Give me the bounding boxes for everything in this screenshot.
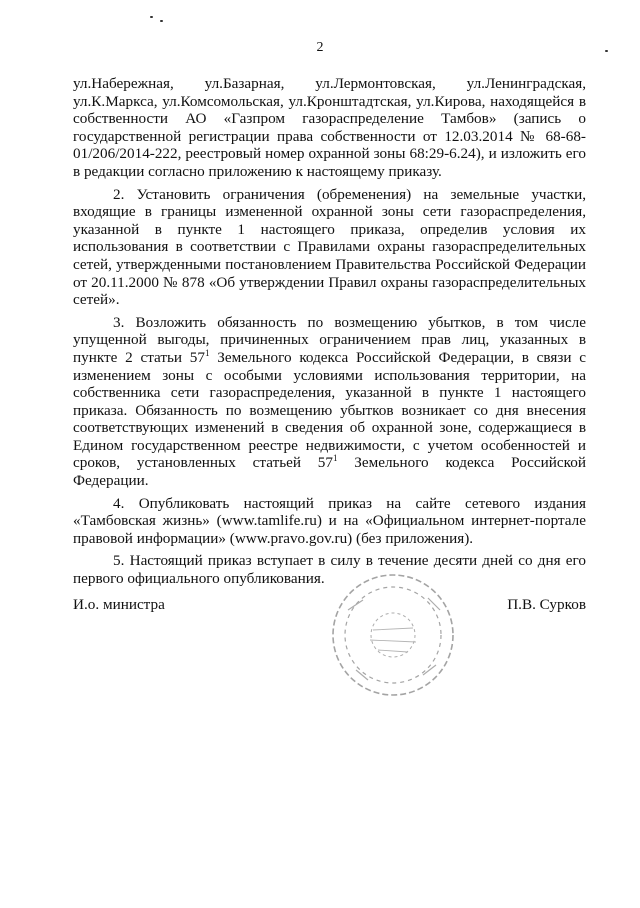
document-body: [73, 75, 586, 593]
paragraph-item-4: 4. Опубликовать настоящий приказ на сайте сетевого издания «Тамбовская жизнь» (www.tamlife.ru) и на «Официальном интернет-портале правовой информации» (www.pravo.gov.ru) (без приложения).: [73, 494, 586, 547]
paragraph-continuation: ул.Набережная, ул.Базарная, ул.Лермонтовская, ул.Ленинградская, ул.К.Маркса, ул.Комсомольская, ул.Кронштадтская, ул.Кирова, находящейся в собственности АО «Газпром газораспределение Тамбов» (запись о государственной регистрации права собственности от 12.03.2014 № 68-68-01/206/2014-222, реестровый номер охранной зоны 68:29-6.24), и изложить его в редакции согласно приложению к настоящему приказу.: [73, 75, 586, 180]
signatory-name: П.В. Сурков: [507, 596, 586, 613]
official-seal-stamp: [328, 570, 458, 700]
scan-speck: [150, 16, 153, 18]
paragraph-item-3-part-b: Земельного кодекса Российской Федерации, в связи с изменением зоны с особыми условиями использования территории, на собственника сети газораспределения, указанной в пункте 1 настоящего приказа. Обязанность по возмещению убытков возникает со дня внесения соответствующих изменений в сведения об охранной зоне, содержащиеся в Едином государственном реестре недвижимости, с учетом особенностей и сроков, установленных статьей 57: [73, 348, 586, 472]
paragraph-item-3-part-c: Земельного кодекса Российской Федерации.: [73, 454, 586, 490]
signatory-position: И.о. министра: [73, 596, 165, 613]
superscript: 1: [204, 347, 210, 358]
scan-speck: [160, 20, 163, 22]
paragraph-item-5: 5. Настоящий приказ вступает в силу в течение десяти дней со дня его первого официального опубликования.: [73, 552, 586, 588]
paragraph-item-3: [73, 314, 586, 490]
page-number: 2: [316, 40, 324, 55]
superscript: 1: [332, 453, 338, 464]
paragraph-item-3-part-a: 3. Возложить обязанность по возмещению убытков, в том числе упущенной выгоды, причиненных ограничением прав лиц, указанных в пункте 2 статьи 57: [73, 313, 586, 366]
paragraph-item-2: 2. Установить ограничения (обременения) на земельные участки, входящие в границы измененной охранной зоны сети газораспределения, указанной в пункте 1 настоящего приказа, определив условия их использования в соответствии с Правилами охраны газораспределительных сетей, утвержденными постановлением Правительства Российской Федерации от 20.11.2000 № 878 «Об утверждении Правил охраны газораспределительных сетей».: [73, 185, 586, 309]
